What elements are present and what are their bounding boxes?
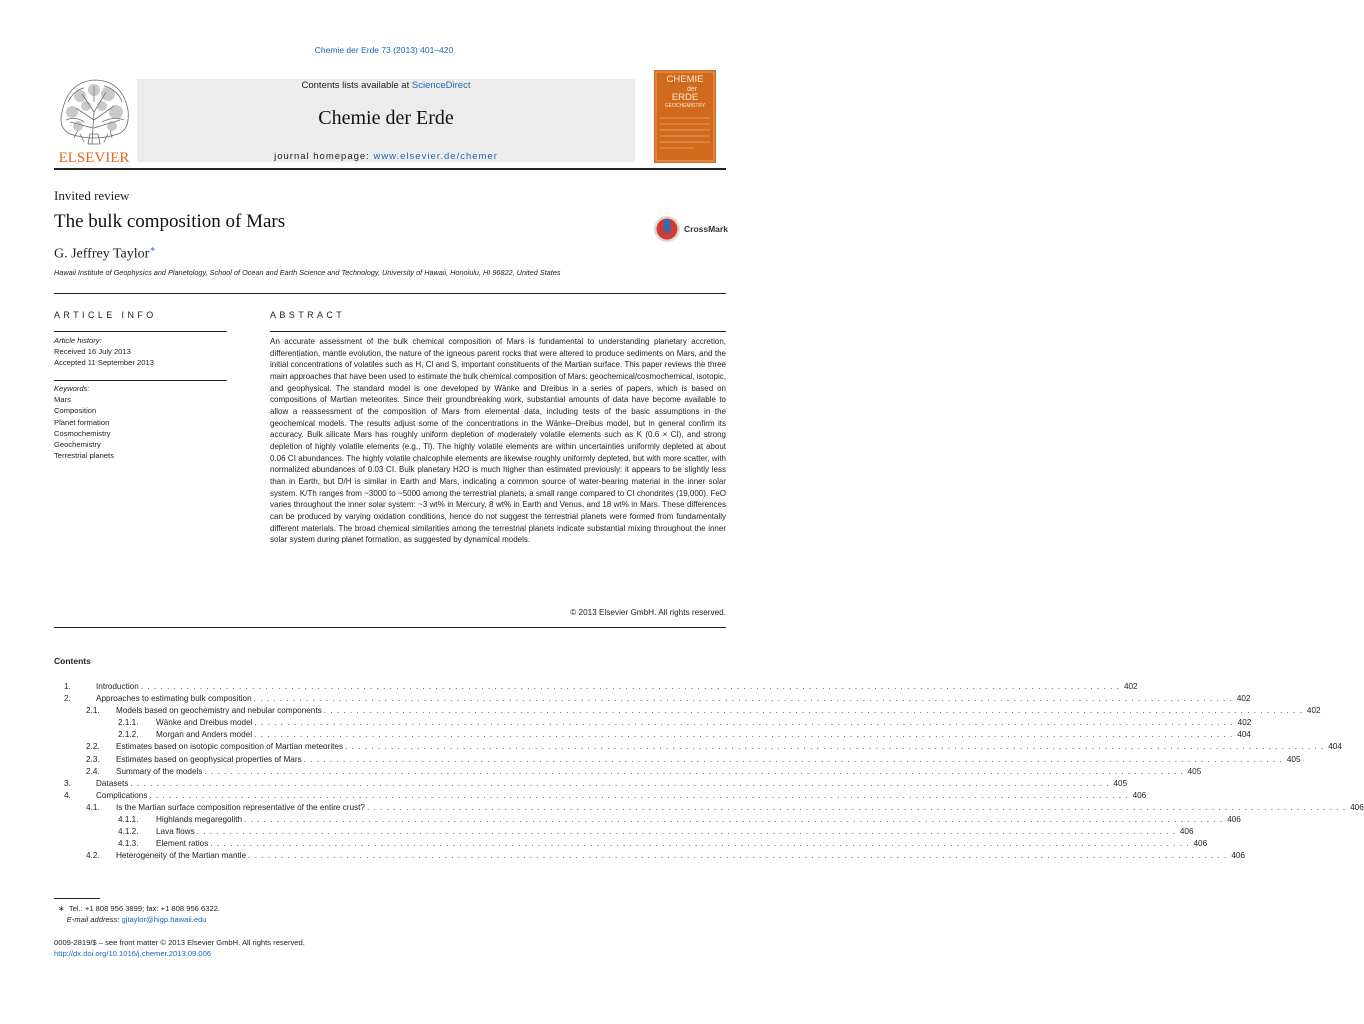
- toc-entry[interactable]: [54, 766, 1202, 778]
- toc-leader-dots: . . . . . . . . . . . . . . . . . . . . . . . . . . . . . . . . . . . . . . . . . . . . . . . . . . . . . . . . . . . . . . . . . . . . . . . . . . . . . . . . . . . . . . . . . . . . . . . . . . . . . . . . . . . . . . . . . . . . . . . . . . . . . . . . . . . . . . . . . . . . . . . . . . . . . .: [149, 790, 1129, 800]
- abstract-text: An accurate assessment of the bulk chemical composition of Mars is fundamental to understanding planetary accretion, differentiation, mantle evolution, the nature of the igneous parent rocks that were altered to produce sediments on Mars, and the initial concentrations of volatiles such as H, Cl and S, important constituents of the Martian surface. This paper reviews the three main approaches that have been used to estimate the bulk chemical composition of Mars: geochemical/cosmochemical, isotopic, and geophysical. The standard model is one developed by Wänke and Dreibus in a series of papers, which is based on compositions of Martian meteorites. Since their groundbreaking work, substantial amounts of data have become available to allow a reassessment of the composition of Mars from elemental data, including tests of the basic assumptions in the geochemical models. The results adjust some of the concentrations in the Wänke–Dreibus model, but in general confirm its accuracy. Bulk silicate Mars has roughly uniform depletion of moderately volatile elements such as K (0.6 × CI), and strong depletion of highly volatile elements (e.g., Tl). The highly volatile elements are within uncertainties uniformly depleted at about 0.06 CI abundances. The highly volatile chalcophile elements are likewise roughly uniformly depleted, but with more scatter, with normalized abundances of 0.03 CI. Bulk planetary H2O is much higher than estimated previously: it appears to be slightly less than in Earth, but D/H is similar in Earth and Mars, indicating a common source of water-bearing material in the inner solar system. K/Th ranges from ~3000 to ~5000 among the terrestrial planets, a small range compared to CI chondrites (19,000). FeO varies throughout the inner solar system: ~3 wt% in Mercury, 8 wt% in Earth and Venus, and 18 wt% in Mars. These differences can be produced by varying oxidation conditions, hence do not suggest the terrestrial planets were formed from fundamentally different materials. The broad chemical similarities among the terrestrial planets indicate substantial mixing throughout the inner solar system during planet formation, as suggested by dynamical models.: [270, 337, 726, 545]
- abstract-heading: ABSTRACT: [270, 310, 346, 320]
- toc-entry-title: Lava flows: [156, 827, 195, 837]
- toc-entry-title: Wänke and Dreibus model: [156, 718, 253, 728]
- cover-subtitle: GEOCHEMISTRY: [664, 103, 706, 109]
- toc-entry-number: 4.1.: [86, 802, 100, 812]
- keywords-block: [54, 383, 114, 461]
- toc-entry-page: 404: [1237, 730, 1251, 740]
- table-of-contents: [54, 681, 1364, 862]
- toc-entry-title: Estimates based on geophysical properties of Mars: [116, 754, 302, 764]
- homepage-label: journal homepage:: [274, 151, 374, 162]
- toc-entry-number: 4.2.: [86, 851, 100, 861]
- journal-title: Chemie der Erde: [318, 107, 454, 129]
- contents-heading: Contents: [54, 656, 91, 666]
- toc-entry[interactable]: [54, 838, 1208, 850]
- affiliation-divider: [54, 293, 726, 294]
- toc-entry-number: 2.3.: [86, 754, 100, 764]
- article-type: Invited review: [54, 188, 130, 203]
- toc-leader-dots: . . . . . . . . . . . . . . . . . . . . . . . . . . . . . . . . . . . . . . . . . . . . . . . . . . . . . . . . . . . . . . . . . . . . . . . . . . . . . . . . . . . . . . . . . . . . . . . . . . . . . . . . . . . . . . . . . . . . . . . . . . . . . . . . . . . . . . . . . . . . . . . . . . . . . .: [303, 754, 1283, 764]
- doi-link[interactable]: http://dx.doi.org/10.1016/j.chemer.2013.09.006: [54, 949, 212, 958]
- keyword-item: Mars: [54, 395, 71, 405]
- history-label: Article history:: [54, 336, 102, 345]
- toc-entry[interactable]: [54, 850, 1245, 862]
- author-footnote-mark[interactable]: ∗: [149, 244, 156, 254]
- article-title: The bulk composition of Mars: [54, 211, 286, 232]
- journal-citation[interactable]: Chemie der Erde 73 (2013) 401–420: [314, 45, 454, 55]
- toc-entry-page: 402: [1123, 682, 1138, 691]
- toc-leader-dots: . . . . . . . . . . . . . . . . . . . . . . . . . . . . . . . . . . . . . . . . . . . . . . . . . . . . . . . . . . . . . . . . . . . . . . . . . . . . . . . . . . . . . . . . . . . . . . . . . . . . . . . . . . . . . . . . . . . . . . . . . . . . . . . . . . . . . . . . . . . . . . . . . . . . . .: [323, 706, 1303, 716]
- abstract-bottom-divider: [54, 627, 726, 628]
- toc-leader-dots: . . . . . . . . . . . . . . . . . . . . . . . . . . . . . . . . . . . . . . . . . . . . . . . . . . . . . . . . . . . . . . . . . . . . . . . . . . . . . . . . . . . . . . . . . . . . . . . . . . . . . . . . . . . . . . . . . . . . . . . . . . . . . . . . . . . . . . . . . . . . . . . . . . . . . .: [366, 802, 1347, 812]
- toc-entry-number: 2.1.1.: [118, 718, 139, 728]
- toc-leader-dots: . . . . . . . . . . . . . . . . . . . . . . . . . . . . . . . . . . . . . . . . . . . . . . . . . . . . . . . . . . . . . . . . . . . . . . . . . . . . . . . . . . . . . . . . . . . . . . . . . . . . . . . . . . . . . . . . . . . . . . . . . . . . . . . . . . . . . . . . . . . . . . . . . . . . . .: [248, 851, 1228, 861]
- author-affiliation: Hawaii Institute of Geophysics and Planetology, School of Ocean and Earth Science and Technology, University of Hawaii, Honolulu, HI 96822, United States: [54, 268, 561, 277]
- toc-entry[interactable]: [54, 705, 1321, 717]
- toc-leader-dots: . . . . . . . . . . . . . . . . . . . . . . . . . . . . . . . . . . . . . . . . . . . . . . . . . . . . . . . . . . . . . . . . . . . . . . . . . . . . . . . . . . . . . . . . . . . . . . . . . . . . . . . . . . . . . . . . . . . . . . . . . . . . . . . . . . . . . . . . . . . . . . . . . . . . . .: [140, 682, 1120, 691]
- abstract-body: [270, 336, 726, 546]
- keyword-item: Geochemistry: [54, 440, 101, 450]
- toc-entry[interactable]: [54, 681, 1138, 693]
- author-line: [54, 244, 155, 263]
- toc-entry-page: 402: [1237, 718, 1252, 728]
- footnote-phone: Tel.: +1 808 956 3899; fax: +1 808 956 6322.: [68, 904, 220, 913]
- email-link[interactable]: gjtaylor@higp.hawaii.edu: [121, 915, 207, 924]
- toc-entry-page: 402: [1306, 706, 1321, 716]
- cover-title-2: der: [686, 86, 698, 93]
- toc-entry-page: 405: [1187, 766, 1202, 776]
- toc-entry-page: 406: [1179, 827, 1194, 837]
- toc-leader-dots: . . . . . . . . . . . . . . . . . . . . . . . . . . . . . . . . . . . . . . . . . . . . . . . . . . . . . . . . . . . . . . . . . . . . . . . . . . . . . . . . . . . . . . . . . . . . . . . . . . . . . . . . . . . . . . . . . . . . . . . . . . . . . . . . . . . . . . . . . . . . . . . . . . . . . .: [345, 742, 1325, 752]
- toc-entry-page: 404: [1328, 742, 1342, 752]
- toc-leader-dots: . . . . . . . . . . . . . . . . . . . . . . . . . . . . . . . . . . . . . . . . . . . . . . . . . . . . . . . . . . . . . . . . . . . . . . . . . . . . . . . . . . . . . . . . . . . . . . . . . . . . . . . . . . . . . . . . . . . . . . . . . . . . . . . . . . . . . . . . . . . . . . . . . . . . . .: [254, 718, 1234, 728]
- author-footnote: [54, 903, 220, 925]
- toc-entry[interactable]: [54, 729, 1251, 741]
- author-name: G. Jeffrey Taylor: [54, 246, 150, 262]
- keyword-item: Terrestrial planets: [54, 451, 114, 461]
- footnote-email-line: [54, 914, 220, 925]
- toc-leader-dots: . . . . . . . . . . . . . . . . . . . . . . . . . . . . . . . . . . . . . . . . . . . . . . . . . . . . . . . . . . . . . . . . . . . . . . . . . . . . . . . . . . . . . . . . . . . . . . . . . . . . . . . . . . . . . . . . . . . . . . . . . . . . . . . . . . . . . . . . . . . . . . . . . . . . . .: [196, 827, 1176, 837]
- keyword-item: Composition: [54, 406, 97, 416]
- sciencedirect-link[interactable]: ScienceDirect: [411, 80, 471, 91]
- toc-leader-dots: . . . . . . . . . . . . . . . . . . . . . . . . . . . . . . . . . . . . . . . . . . . . . . . . . . . . . . . . . . . . . . . . . . . . . . . . . . . . . . . . . . . . . . . . . . . . . . . . . . . . . . . . . . . . . . . . . . . . . . . . . . . . . . . . . . . . . . . . . . . . . . . . . . . . . .: [210, 839, 1190, 849]
- received-date: Received 16 July 2013: [54, 347, 131, 357]
- email-label: E-mail address:: [66, 915, 122, 924]
- contents-prefix: Contents lists available at: [301, 80, 412, 91]
- elsevier-logo: [54, 72, 134, 164]
- toc-leader-dots: . . . . . . . . . . . . . . . . . . . . . . . . . . . . . . . . . . . . . . . . . . . . . . . . . . . . . . . . . . . . . . . . . . . . . . . . . . . . . . . . . . . . . . . . . . . . . . . . . . . . . . . . . . . . . . . . . . . . . . . . . . . . . . . . . . . . . . . . . . . . . . . . . . . . . .: [130, 778, 1110, 788]
- crossmark-icon: [653, 215, 729, 243]
- toc-entry-number: 4.1.3.: [118, 839, 139, 849]
- cover-title-3: ERDE: [671, 92, 699, 103]
- header-divider: [54, 168, 726, 170]
- article-history: [54, 335, 154, 369]
- toc-entry-number: 4.1.1.: [118, 815, 139, 825]
- article-info-divider: [54, 331, 227, 332]
- accepted-date: Accepted 11 September 2013: [54, 358, 154, 368]
- keyword-item: Planet formation: [54, 417, 110, 427]
- toc-entry-number: 1.: [64, 682, 71, 691]
- journal-cover-icon: [654, 70, 716, 163]
- article-info-heading: ARTICLE INFO: [54, 310, 157, 320]
- toc-entry-title: Heterogeneity of the Martian mantle: [116, 851, 247, 861]
- homepage-link[interactable]: www.elsevier.de/chemer: [373, 151, 498, 162]
- toc-leader-dots: . . . . . . . . . . . . . . . . . . . . . . . . . . . . . . . . . . . . . . . . . . . . . . . . . . . . . . . . . . . . . . . . . . . . . . . . . . . . . . . . . . . . . . . . . . . . . . . . . . . . . . . . . . . . . . . . . . . . . . . . . . . . . . . . . . . . . . . . . . . . . . . . . . . . . .: [204, 766, 1184, 776]
- toc-entry-title: Models based on geochemistry and nebular components: [116, 706, 322, 716]
- elsevier-wordmark: ELSEVIER: [58, 150, 130, 166]
- toc-entry-title: Datasets: [96, 778, 129, 788]
- cover-title-1: CHEMIE: [666, 74, 704, 85]
- toc-entry-page: 406: [1231, 851, 1245, 861]
- toc-leader-dots: . . . . . . . . . . . . . . . . . . . . . . . . . . . . . . . . . . . . . . . . . . . . . . . . . . . . . . . . . . . . . . . . . . . . . . . . . . . . . . . . . . . . . . . . . . . . . . . . . . . . . . . . . . . . . . . . . . . . . . . . . . . . . . . . . . . . . . . . . . . . . . . . . . . . . .: [253, 694, 1233, 704]
- abstract-divider: [270, 331, 726, 332]
- journal-cover-thumbnail[interactable]: [654, 70, 716, 163]
- toc-entry-page: 402: [1236, 694, 1251, 704]
- abstract-copyright: © 2013 Elsevier GmbH. All rights reserved.: [570, 608, 726, 617]
- toc-entry[interactable]: [54, 826, 1194, 838]
- keyword-item: Cosmochemistry: [54, 428, 111, 438]
- journal-homepage-line: [137, 151, 635, 162]
- toc-entry[interactable]: [54, 790, 1147, 802]
- toc-entry-page: 405: [1113, 778, 1128, 788]
- toc-entry-title: Is the Martian surface composition representative of the entire crust?: [116, 802, 365, 812]
- footnote-mark: ∗: [58, 904, 65, 913]
- toc-entry-title: Estimates based on isotopic composition of Martian meteorites: [116, 742, 344, 752]
- toc-entry-page: 406: [1350, 802, 1364, 812]
- toc-entry-title: Complications: [96, 790, 148, 800]
- toc-entry-page: 406: [1132, 790, 1147, 800]
- toc-entry[interactable]: [54, 741, 1342, 753]
- toc-entry-title: Element ratios: [156, 839, 209, 849]
- toc-entry[interactable]: [54, 754, 1301, 766]
- toc-entry-page: 406: [1227, 815, 1241, 825]
- toc-leader-dots: . . . . . . . . . . . . . . . . . . . . . . . . . . . . . . . . . . . . . . . . . . . . . . . . . . . . . . . . . . . . . . . . . . . . . . . . . . . . . . . . . . . . . . . . . . . . . . . . . . . . . . . . . . . . . . . . . . . . . . . . . . . . . . . . . . . . . . . . . . . . . . . . . . . . . .: [244, 815, 1224, 825]
- toc-entry[interactable]: [54, 814, 1241, 826]
- footnote-contact: [54, 903, 220, 914]
- toc-entry[interactable]: [54, 717, 1252, 729]
- toc-entry-number: 3.: [64, 778, 71, 788]
- toc-entry-title: Summary of the models: [116, 766, 203, 776]
- toc-entry-title: Introduction: [96, 682, 139, 691]
- toc-entry-number: 2.1.2.: [118, 730, 139, 740]
- toc-entry-title: Approaches to estimating bulk composition: [96, 694, 252, 704]
- toc-entry-number: 4.1.2.: [118, 827, 139, 837]
- crossmark-label: CrossMark: [684, 224, 728, 234]
- toc-entry-number: 2.1.: [86, 706, 100, 716]
- toc-entry[interactable]: [54, 693, 1251, 705]
- toc-entry[interactable]: [54, 802, 1364, 814]
- front-matter: [54, 937, 305, 959]
- toc-leader-dots: . . . . . . . . . . . . . . . . . . . . . . . . . . . . . . . . . . . . . . . . . . . . . . . . . . . . . . . . . . . . . . . . . . . . . . . . . . . . . . . . . . . . . . . . . . . . . . . . . . . . . . . . . . . . . . . . . . . . . . . . . . . . . . . . . . . . . . . . . . . . . . . . . . . . . .: [254, 730, 1234, 740]
- crossmark-badge[interactable]: [653, 215, 729, 243]
- contents-available-line: [137, 80, 635, 91]
- toc-entry-title: Highlands megaregolith: [156, 815, 243, 825]
- elsevier-tree-icon: [54, 72, 134, 164]
- history-divider: [54, 380, 227, 381]
- toc-entry[interactable]: [54, 778, 1128, 790]
- toc-entry-number: 2.2.: [86, 742, 100, 752]
- toc-entry-number: 4.: [64, 790, 71, 800]
- keywords-label: Keywords:: [54, 384, 90, 393]
- toc-entry-number: 2.: [64, 694, 71, 704]
- footnote-divider: [54, 898, 100, 899]
- toc-entry-number: 2.4.: [86, 766, 100, 776]
- toc-entry-page: 405: [1286, 754, 1301, 764]
- toc-entry-title: Morgan and Anders model: [156, 730, 253, 740]
- issn-line: 0009-2819/$ – see front matter © 2013 Elsevier GmbH. All rights reserved.: [54, 938, 305, 947]
- toc-entry-page: 406: [1193, 839, 1208, 849]
